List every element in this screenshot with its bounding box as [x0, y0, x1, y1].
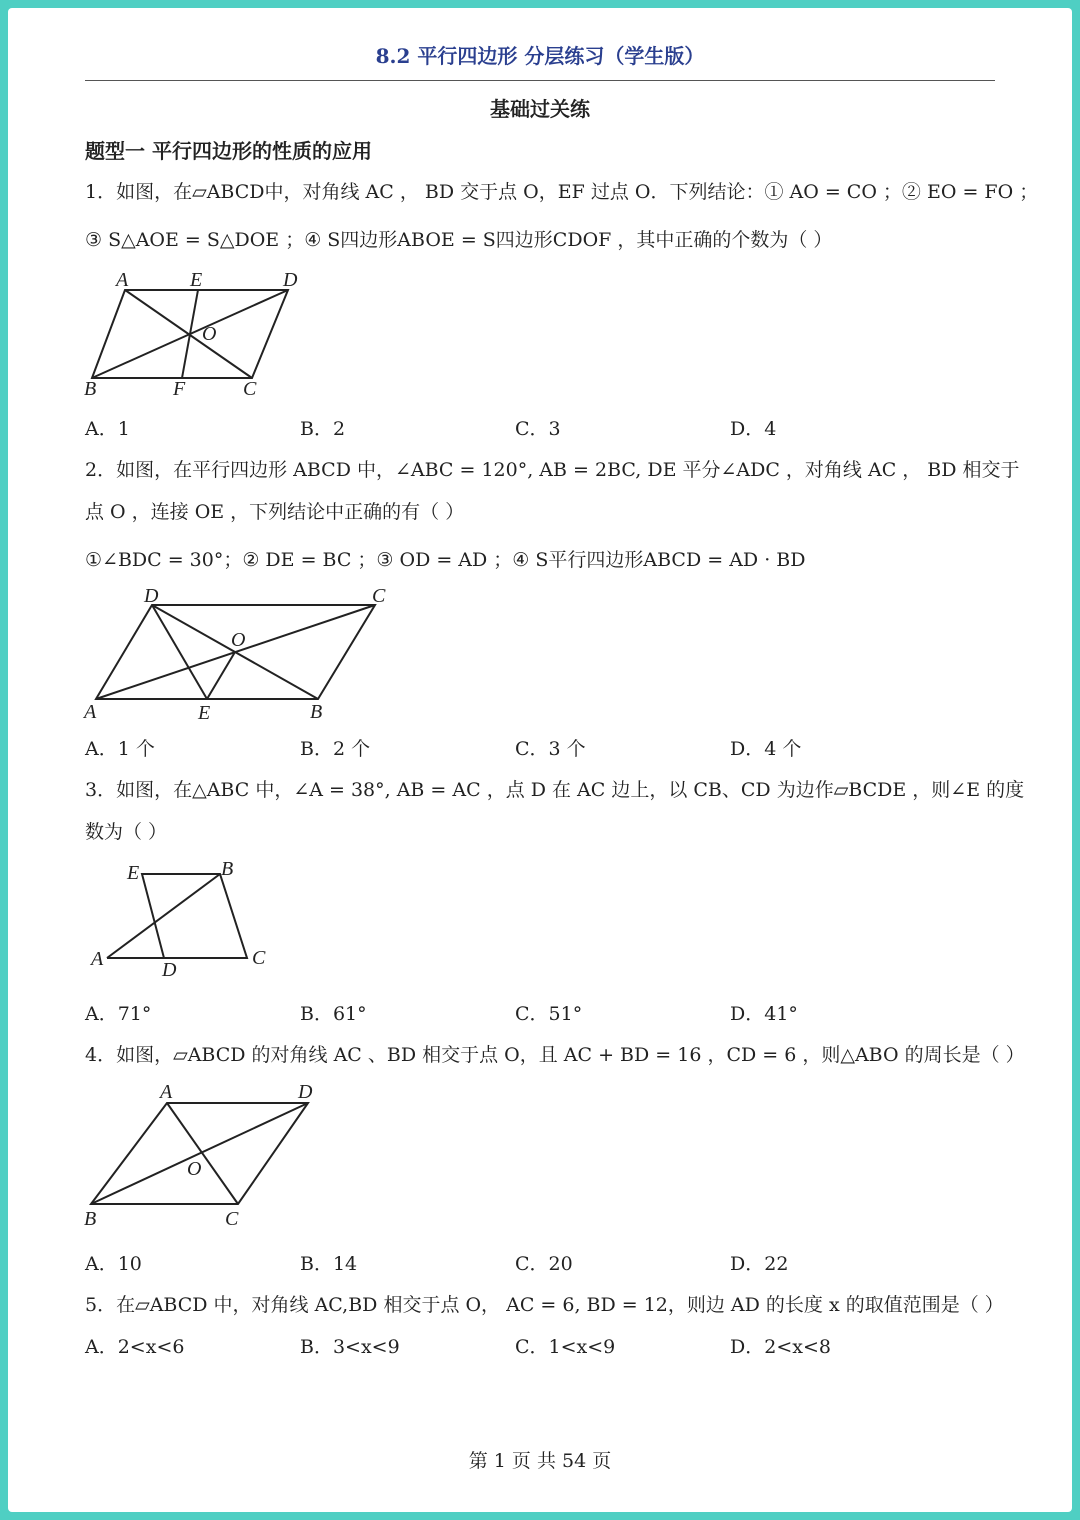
q4-figure — [80, 1078, 330, 1230]
q1-option-c[interactable]: C．3 — [515, 418, 561, 440]
document-title: 8.2 平行四边形 分层练习（学生版） — [375, 44, 705, 68]
q1-label-d: D — [283, 269, 298, 291]
q1-label-o: O — [202, 323, 217, 345]
q2-label-b: B — [310, 701, 323, 723]
q3-option-c[interactable]: C．51° — [515, 1003, 583, 1025]
section-title: 基础过关练 — [490, 97, 590, 121]
page-footer: 第 1 页 共 54 页 — [468, 1450, 612, 1472]
q4-label-d: D — [298, 1081, 313, 1103]
q1-option-d[interactable]: D．4 — [730, 418, 777, 440]
q4-label-a: A — [160, 1081, 173, 1103]
q4-stem-line1: 4．如图，▱ABCD 的对角线 AC 、BD 相交于点 O，且 AC + BD = 16 ，CD = 6 ，则△ABO 的周长是（ ） — [85, 1044, 1025, 1066]
q2-option-d[interactable]: D．4 个 — [730, 738, 802, 760]
q4-option-d[interactable]: D．22 — [730, 1253, 789, 1275]
q3-option-a[interactable]: A．71° — [85, 1003, 152, 1025]
q5-option-d[interactable]: D．2<x<8 — [730, 1336, 831, 1358]
q4-diagonal-ac — [167, 1103, 238, 1204]
q4-option-b[interactable]: B．14 — [300, 1253, 358, 1275]
q2-segment-de — [152, 605, 207, 699]
q1-stem-line2: ③ S△AOE = S△DOE ；④ S四边形ABOE = S四边形CDOF ，其中正确的个数为（ ） — [85, 229, 833, 251]
q1-label-a: A — [116, 269, 129, 291]
q1-stem-line1: 1．如图，在▱ABCD中，对角线 AC ， BD 交于点 O，EF 过点 O．下列结论：① AO = CO ；② EO = FO ； — [85, 181, 1039, 203]
q2-option-b[interactable]: B．2 个 — [300, 738, 371, 760]
q5-option-b[interactable]: B．3<x<9 — [300, 1336, 400, 1358]
q2-label-d: D — [144, 585, 159, 607]
q2-option-a[interactable]: A．1 个 — [85, 738, 155, 760]
q1-label-b: B — [84, 378, 97, 400]
q1-option-b[interactable]: B．2 — [300, 418, 346, 440]
q1-segment-ef — [182, 290, 198, 378]
q3-stem-line2: 数为（ ） — [85, 821, 168, 843]
q2-label-o: O — [231, 629, 246, 651]
q4-label-o: O — [187, 1158, 202, 1180]
q2-stem-line1: 2．如图，在平行四边形 ABCD 中，∠ABC = 120°, AB = 2BC, DE 平分∠ADC ，对角线 AC ， BD 相交于 — [85, 459, 1020, 481]
q3-option-d[interactable]: D．41° — [730, 1003, 798, 1025]
q5-option-c[interactable]: C．1<x<9 — [515, 1336, 616, 1358]
q1-label-c: C — [243, 378, 257, 400]
q1-option-a[interactable]: A．1 — [85, 418, 130, 440]
q3-label-e: E — [127, 862, 140, 884]
q3-segment-ab — [107, 874, 220, 958]
q1-label-f: F — [173, 378, 186, 400]
q3-parallelogram-bcde — [142, 874, 247, 958]
q4-option-a[interactable]: A．10 — [85, 1253, 142, 1275]
q2-stem-line3: ①∠BDC = 30°；② DE = BC ；③ OD = AD ；④ S平行四边形ABCD = AD · BD — [85, 549, 806, 571]
q3-label-c: C — [252, 947, 266, 969]
header-rule — [85, 80, 995, 81]
q4-diagonal-bd — [91, 1103, 308, 1204]
q3-figure — [85, 857, 285, 982]
q2-stem-line2: 点 O ，连接 OE ，下列结论中正确的有（ ） — [85, 501, 465, 523]
q2-segment-oe — [207, 652, 235, 699]
q2-figure — [80, 585, 400, 725]
q4-label-b: B — [84, 1208, 97, 1230]
q5-stem-line1: 5．在▱ABCD 中，对角线 AC,BD 相交于点 O， AC = 6, BD = 12，则边 AD 的长度 x 的取值范围是（ ） — [85, 1294, 1004, 1316]
question-type-heading: 题型一 平行四边形的性质的应用 — [85, 139, 372, 163]
q4-option-c[interactable]: C．20 — [515, 1253, 573, 1275]
q3-label-b: B — [221, 858, 234, 880]
q2-option-c[interactable]: C．3 个 — [515, 738, 586, 760]
q3-option-b[interactable]: B．61° — [300, 1003, 367, 1025]
q1-figure — [80, 268, 320, 400]
q2-label-e: E — [198, 702, 211, 724]
q3-label-a: A — [91, 948, 104, 970]
q2-label-a: A — [84, 701, 97, 723]
q5-option-a[interactable]: A．2<x<6 — [85, 1336, 185, 1358]
q1-label-e: E — [190, 269, 203, 291]
q3-label-d: D — [162, 959, 177, 981]
q3-stem-line1: 3．如图，在△ABC 中，∠A = 38°, AB = AC ，点 D 在 AC 边上，以 CB、CD 为边作▱BCDE ，则∠E 的度 — [85, 779, 1025, 801]
q4-label-c: C — [225, 1208, 239, 1230]
q2-label-c: C — [372, 585, 386, 607]
